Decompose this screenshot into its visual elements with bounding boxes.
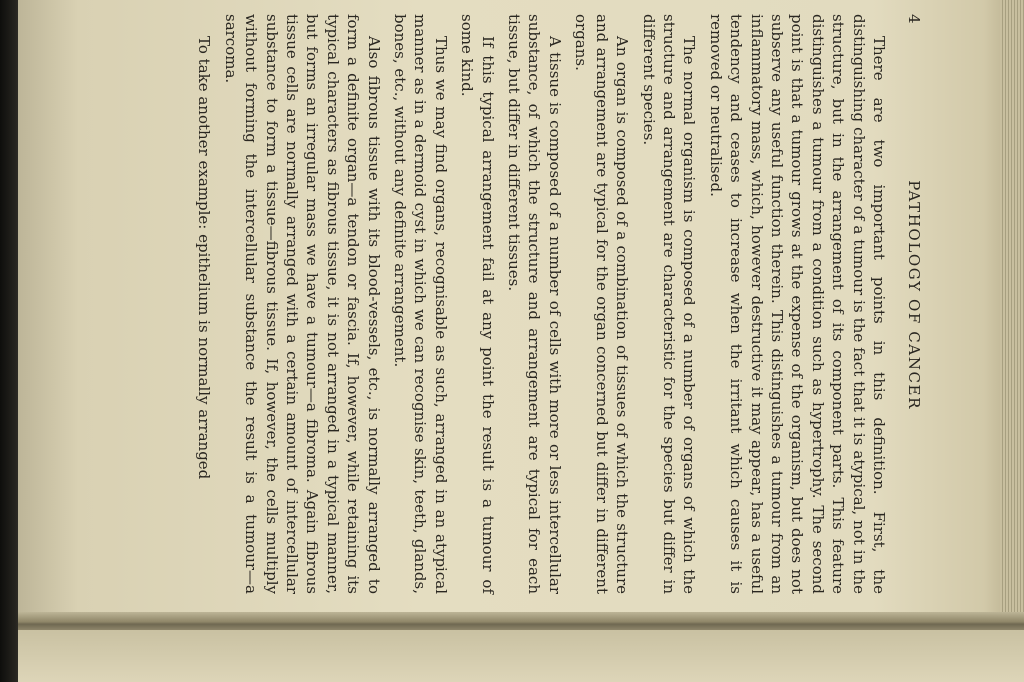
paragraph-fibrous-tissue: Also fibrous tissue with its blood-vessels, etc., is normally arranged to form a definite organ—a tendon or fascia. If, however, while retaining its typical characters as fibrous tissue, it is not arranged in a typical manner, but forms an irregular mass we have a tumour—a fibroma. Again fibrous tissue cells are normally arranged with a certain amount of intercellular substance to form a tissue—fibrous tissue. If, however, the cells multiply without forming the intercellular substance the result is a tumour—a sarcoma. — [221, 14, 383, 594]
paragraph-epithelium: To take another example: epithelium is normally arranged — [195, 36, 214, 480]
paragraph-definition-points: There are two important points in this definition. First, the distinguishing character of a tumour is the fact that it is atypical, not in the structure, but in the arrangement of its component parts. This feature distinguishes a tumour from a condition such as hypertrophy. The second point is that a tumour grows at the expense of the organism, but does not subserve any useful function therein. This distinguishes a tumour from an inflammatory mass, which, however destructive it may appear, has a useful tendency and ceases to increase when the irritant which causes it is removed or neutralised. — [706, 14, 888, 594]
paragraph-organ: An organ is composed of a combination of tissues of which the structure and arrangement are typical for the organ concerned but differ in different organs. — [572, 14, 632, 594]
running-head: PATHOLOGY OF CANCER — [905, 180, 923, 410]
facing-page — [18, 630, 1024, 682]
paragraph-dermoid-cyst: Thus we may find organs, recognisable as such, arranged in an atypical manner as in a dermoid cyst in which we can recognise skin, teeth, glands, bones, etc., without any definite arrangement. — [391, 14, 450, 594]
page-edge-stack — [1000, 0, 1024, 618]
paragraph-typical-arrangement: If this typical arrangement fail at any point the result is a tumour of some kind. — [458, 14, 497, 594]
page-text-frame — [195, 14, 923, 594]
page-header — [903, 14, 923, 594]
paragraph-tissue: A tissue is composed of a number of cells with more or less intercellular substance, of which the structure and arrangement are typical for each tissue, but differ in different tissues. — [505, 14, 564, 594]
page-number: 4 — [905, 14, 923, 24]
paragraph-organism: The normal organism is composed of a number of organs of which the structure and arrangement are characteristic for the species but differ in different species. — [639, 14, 699, 594]
body-text — [194, 14, 889, 594]
